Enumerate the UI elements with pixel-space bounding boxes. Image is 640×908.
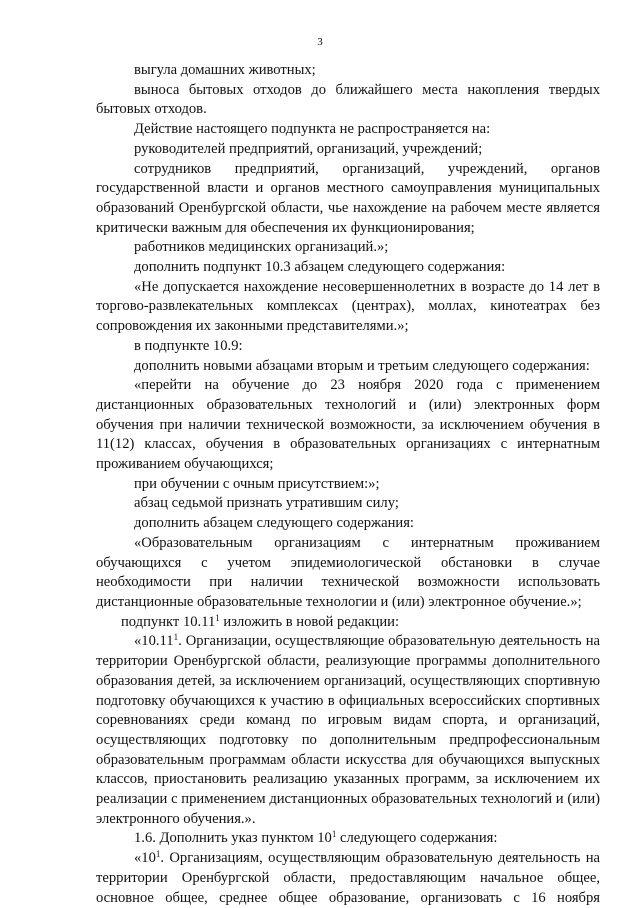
text-run: следующего содержания: xyxy=(336,830,498,847)
text-run: . Организациям, осуществляющим образовательную деятельность на территории Оренбургской области, предоставляющим начальное общее, основное общее, среднее общее образование, организовать с 16 ноября xyxy=(96,850,600,906)
paragraph: в подпункте 10.9: xyxy=(134,337,243,354)
text-run: изложить в новой редакции: xyxy=(219,613,400,630)
superscript: 1 xyxy=(331,829,337,840)
text-run: «10.11 xyxy=(134,633,174,650)
paragraph: «Образовательным организациям с интернатным проживанием обучающихся с учетом эпидемиологической обстановки в случае необходимости при наличии технической возможности использовать дистанционные образовательные технологии и (или) электронное обучение.»; xyxy=(96,534,600,610)
paragraph: абзац седьмой признать утратившим силу; xyxy=(134,495,399,512)
paragraph: выгула домашних животных; xyxy=(134,62,316,78)
text-run: «10 xyxy=(134,850,156,867)
page-number: 3 xyxy=(317,36,323,48)
paragraph: «Не допускается нахождение несовершеннолетних в возрасте до 14 лет в торгово-развлекательных комплексах (центрах), моллах, кинотеатрах без сопровождения их законными представителями.»; xyxy=(96,278,600,335)
text-run: . Организации, осуществляющие образовательную деятельность на территории Оренбургской области, реализующие программы дополнительного образования детей, за исключением организаций, осуществляющих спортивную подготовку обучающихся к участию в официальных всероссийских спортивных соревнованиях среди команд по игровым видам спорта, и организаций, осуществляющих подготовку по дополнительным предпрофессиональным образовательным программам области искусства для обучающихся выпускных классов, приостановить реализацию указанных программ, за исключением их реализации с применением дистанционных образовательных технологий и (или) электронного обучения.». xyxy=(96,633,600,827)
paragraph: дополнить абзацем следующего содержания: xyxy=(134,515,414,532)
paragraph: «перейти на обучение до 23 ноября 2020 года с применением дистанционных образовательных технологий и (или) электронных форм обучения при наличии технической возможности, за исключением обучения в 11(12) классах, обучения в образовательных организациях с интернатным проживанием обучающихся; xyxy=(96,377,600,473)
paragraph: дополнить подпункт 10.3 абзацем следующего содержания: xyxy=(134,259,506,276)
paragraph xyxy=(96,829,600,849)
superscript: 1 xyxy=(173,632,179,643)
text-run: подпункт 10.11 xyxy=(121,613,216,630)
paragraph xyxy=(96,613,600,633)
superscript: 1 xyxy=(215,612,220,623)
paragraph xyxy=(96,849,600,908)
paragraph xyxy=(96,632,600,829)
paragraph: руководителей предприятий, организаций, учреждений; xyxy=(134,140,483,157)
paragraph: при обучении с очным присутствием:»; xyxy=(134,475,380,492)
paragraph: работников медицинских организаций.»; xyxy=(134,239,389,256)
paragraph: дополнить новыми абзацами вторым и третьим следующего содержания: xyxy=(134,357,590,374)
paragraph: Действие настоящего подпункта не распространяется на: xyxy=(134,121,491,138)
paragraph: выноса бытовых отходов до ближайшего места накопления твердых бытовых отходов. xyxy=(96,81,600,118)
text-run: 1.6. Дополнить указ пунктом 10 xyxy=(134,830,332,847)
paragraph: сотрудников предприятий, организаций, учреждений, органов государственной власти и органов местного самоуправления муниципальных образований Оренбургской области, чье нахождение на рабочем месте является критически важным для обеспечения их функционирования; xyxy=(96,160,600,236)
superscript: 1 xyxy=(155,849,161,860)
document-body xyxy=(96,61,600,908)
